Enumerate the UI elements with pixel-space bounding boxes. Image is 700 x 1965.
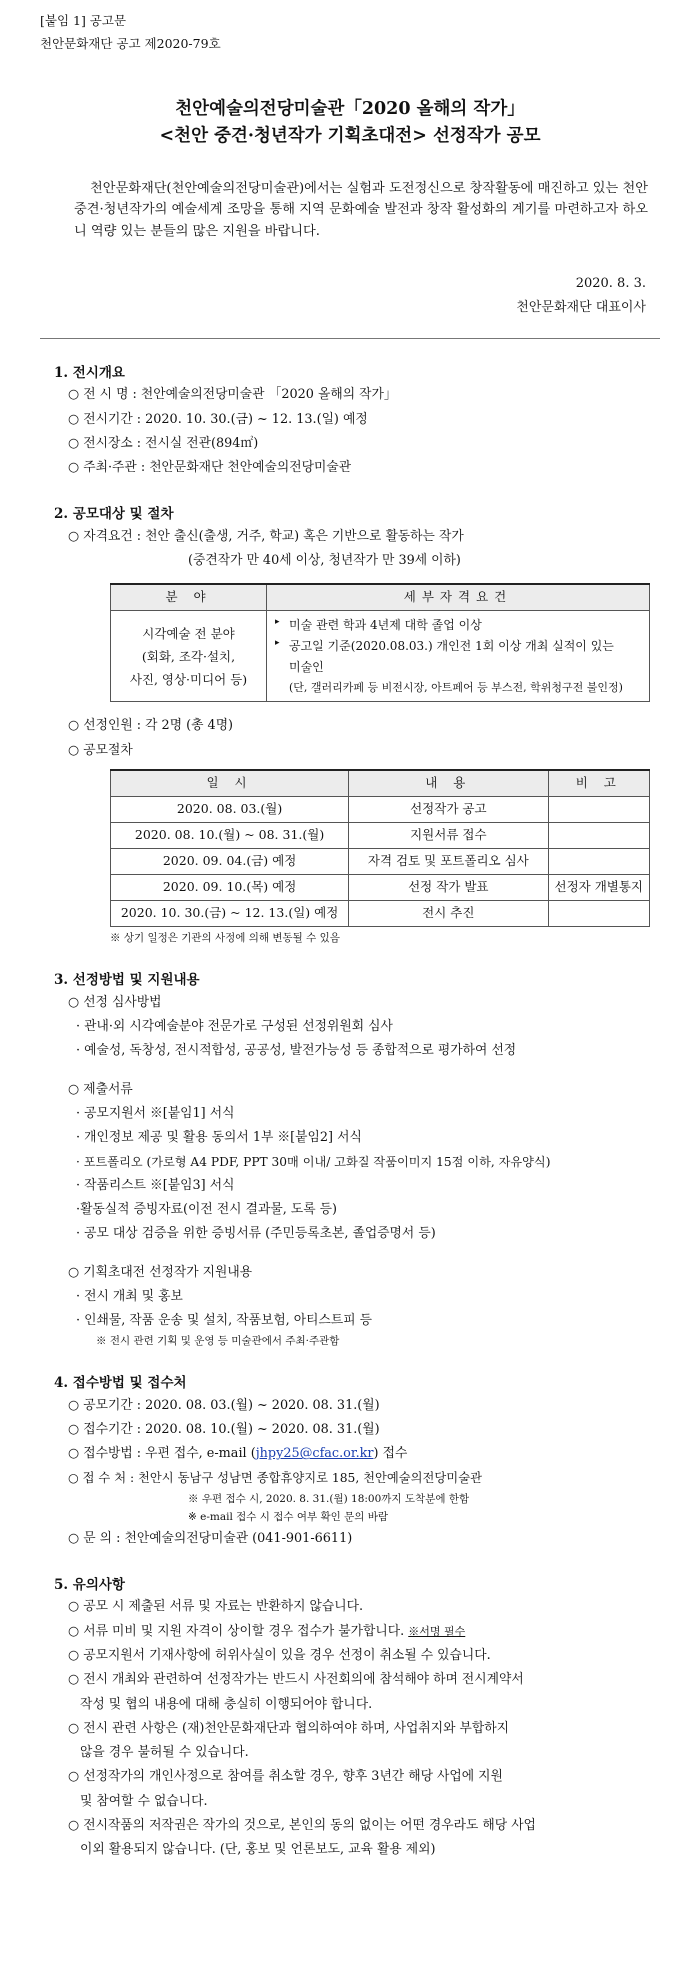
schedule-note: ※ 상기 일정은 기관의 사정에 의해 변동될 수 있음	[110, 931, 340, 944]
section-eligibility-procedure	[40, 504, 660, 946]
schedule-table	[110, 769, 650, 927]
note-item: ○ 전시 개최와 관련하여 선정작가는 반드시 사전회의에 참석해야 하며 전시계약서	[68, 1672, 524, 1688]
note-item: ○ 전시 관련 사항은 (재)천안문화재단과 협의하여야 하며, 사업취지와 부합하지	[68, 1720, 509, 1736]
overview-item: ○ 전시기간 : 2020. 10. 30.(금) ~ 12. 13.(일) 예정	[68, 411, 368, 427]
email-link[interactable]: jhpy25@cfac.or.kr	[255, 1446, 374, 1462]
section-heading: 2. 공모대상 및 절차	[54, 506, 174, 523]
section-application	[40, 1373, 660, 1551]
qualification-detail: (중견작가 만 40세 이상, 청년작가 만 39세 이하)	[188, 553, 461, 569]
note-item-continued: 이외 활용되지 않습니다. (단, 홍보 및 언론보도, 교육 활용 제외)	[80, 1842, 436, 1858]
schedule-table-wrap	[40, 769, 660, 927]
review-heading: ○ 선정 심사방법	[68, 994, 162, 1010]
document-item: · 공모지원서 ※[붙임1] 서식	[76, 1105, 235, 1121]
schedule-remark: 선정자 개별통지	[548, 874, 650, 900]
support-note: ※ 전시 관련 기획 및 운영 등 미술관에서 주최·주관함	[96, 1334, 340, 1347]
table-row	[111, 848, 650, 874]
field-detail: 사진, 영상·미디어 등)	[129, 671, 248, 687]
note-item-continued: 작성 및 협의 내용에 대해 충실히 이행되어야 합니다.	[80, 1696, 373, 1712]
contact: ○ 문 의 : 천안예술의전당미술관 (041-901-6611)	[68, 1530, 353, 1546]
requirement-exception: (단, 갤러리카페 등 비전시장, 아트페어 등 부스전, 학위청구전 불인정)	[289, 681, 623, 695]
document-item: · 개인정보 제공 및 활용 동의서 1부 ※[붙임2] 서식	[76, 1130, 362, 1146]
title-line-2: <천안 중견·청년작가 기획초대전> 선정작가 공모	[159, 125, 541, 146]
overview-item: ○ 주최·주관 : 천안문화재단 천안예술의전당미술관	[68, 460, 352, 476]
procedure-heading: ○ 공모절차	[68, 742, 133, 758]
table-row	[111, 796, 650, 822]
schedule-remark	[548, 900, 650, 926]
schedule-date: 2020. 10. 30.(금) ~ 12. 13.(일) 예정	[111, 900, 349, 926]
note-item: ○ 전시작품의 저작권은 작가의 것으로, 본인의 동의 없이는 어떤 경우라도 해당 사업	[68, 1818, 536, 1834]
selection-count: ○ 선정인원 : 각 2명 (총 4명)	[68, 718, 234, 734]
note-item: ○ 선정작가의 개인사정으로 참여를 취소할 경우, 향후 3년간 해당 사업에 지원	[68, 1769, 503, 1785]
mail-note: ※ 우편 접수 시, 2020. 8. 31.(월) 18:00까지 도착분에 한함	[188, 1492, 470, 1505]
table-row	[111, 900, 650, 926]
review-item: · 관내·외 시각예술분야 전문가로 구성된 선정위원회 심사	[76, 1019, 393, 1035]
document-item: ·활동실적 증빙자료(이전 전시 결과물, 도록 등)	[76, 1202, 337, 1218]
note-item-continued: 및 참여할 수 없습니다.	[80, 1793, 208, 1809]
table-row	[111, 822, 650, 848]
section-heading: 5. 유의사항	[54, 1577, 125, 1593]
email-note: ※ e-mail 접수 시 접수 여부 확인 문의 바람	[188, 1511, 389, 1524]
schedule-date: 2020. 08. 03.(월)	[111, 796, 349, 822]
schedule-date: 2020. 09. 10.(목) 예정	[111, 874, 349, 900]
schedule-date: 2020. 09. 04.(금) 예정	[111, 848, 349, 874]
review-item: · 예술성, 독창성, 전시적합성, 공공성, 발전가능성 등 종합적으로 평가하여 선정	[76, 1043, 517, 1059]
support-item: · 전시 개최 및 홍보	[76, 1289, 183, 1305]
requirement-item: ▸ 공고일 기준(2020.08.03.) 개인전 1회 이상 개최 실적이 있는	[275, 638, 614, 654]
section-exhibition-overview	[40, 363, 660, 481]
date-block	[40, 272, 660, 320]
column-header: 세부자격요건	[267, 584, 650, 610]
column-header: 분 야	[111, 584, 267, 610]
section-heading: 3. 선정방법 및 지원내용	[54, 972, 200, 989]
triangle-bullet-icon: ▸	[275, 638, 280, 649]
document-item: · 작품리스트 ※[붙임3] 서식	[76, 1177, 235, 1193]
section-heading: 4. 접수방법 및 접수처	[54, 1375, 187, 1392]
support-item: · 인쇄물, 작품 운송 및 설치, 작품보험, 아티스트피 등	[76, 1313, 373, 1329]
submission-address: ○ 접 수 처 : 천안시 동남구 성남면 종합휴양지로 185, 천안예술의전당미술관	[68, 1470, 482, 1485]
divider	[40, 338, 660, 339]
note-item-continued: 않을 경우 불허될 수 있습니다.	[80, 1745, 249, 1761]
document-item: · 포트폴리오 (가로형 A4 PDF, PPT 30매 이내/ 고화질 작품이미지 15점 이하, 자유양식)	[76, 1154, 551, 1169]
section-selection-support	[40, 970, 660, 1349]
table-header-row	[111, 584, 650, 610]
schedule-content: 전시 추진	[349, 900, 548, 926]
title-line-1: 천안예술의전당미술관「2020 올해의 작가」	[175, 98, 525, 119]
application-period: ○ 공모기간 : 2020. 08. 03.(월) ~ 2020. 08. 31.(월)	[68, 1397, 380, 1413]
schedule-content: 선정 작가 발표	[349, 874, 548, 900]
field-name: 시각예술 전 분야	[142, 625, 235, 641]
column-header: 일 시	[111, 770, 349, 796]
section-notes	[40, 1575, 660, 1863]
schedule-remark	[548, 848, 650, 874]
table-header-row	[111, 770, 650, 796]
requirement-item: ▸ 미술 관련 학과 4년제 대학 졸업 이상	[275, 617, 482, 633]
table-row	[111, 874, 650, 900]
notice-date: 2020. 8. 3.	[575, 275, 646, 291]
support-heading: ○ 기획초대전 선정작가 지원내용	[68, 1264, 253, 1280]
qualification-table-wrap	[40, 583, 660, 702]
field-detail: (회화, 조각·설치,	[141, 648, 236, 664]
note-item: ○ 공모지원서 기재사항에 허위사실이 있을 경우 선정이 취소될 수 있습니다.	[68, 1647, 491, 1663]
schedule-content: 지원서류 접수	[349, 822, 548, 848]
submission-method: ○ 접수방법 : 우편 접수, e-mail (jhpy25@cfac.or.kr) 접수	[68, 1446, 408, 1462]
schedule-content: 선정작가 공고	[349, 796, 548, 822]
qualification: ○ 자격요건 : 천안 출신(출생, 거주, 학교) 혹은 기반으로 활동하는 작가	[68, 528, 464, 544]
requirement-continuation: 미술인	[289, 660, 324, 675]
documents-heading: ○ 제출서류	[68, 1081, 133, 1097]
section-heading: 1. 전시개요	[54, 364, 125, 381]
schedule-remark	[548, 796, 650, 822]
signature-required-mark: ※서명 필수	[408, 1624, 466, 1638]
note-item: ○ 공모 시 제출된 서류 및 자료는 반환하지 않습니다.	[68, 1599, 364, 1615]
schedule-date: 2020. 08. 10.(월) ~ 08. 31.(월)	[111, 822, 349, 848]
document-item: · 공모 대상 검증을 위한 증빙서류 (주민등록초본, 졸업증명서 등)	[76, 1226, 436, 1242]
overview-item: ○ 전 시 명 : 천안예술의전당미술관 「2020 올해의 작가」	[68, 387, 397, 403]
notice-number: 천안문화재단 공고 제2020-79호	[40, 35, 221, 51]
schedule-content: 자격 검토 및 포트폴리오 심사	[349, 848, 548, 874]
schedule-remark	[548, 822, 650, 848]
overview-item: ○ 전시장소 : 전시실 전관(894㎡)	[68, 435, 259, 451]
document-title	[40, 96, 660, 150]
submission-period: ○ 접수기간 : 2020. 08. 10.(월) ~ 2020. 08. 31.(월)	[68, 1421, 380, 1437]
table-row	[111, 611, 650, 702]
signer: 천안문화재단 대표이사	[516, 299, 646, 315]
intro-paragraph: 천안문화재단(천안예술의전당미술관)에서는 실험과 도전정신으로 창작활동에 매진하고 있는 천안 중견·청년작가의 예술세계 조망을 통해 지역 문화예술 발전과 창작 활성화의 계기를 마련하고자 하오니 역량 있는 분들의 많은 지원을 바랍니다.	[74, 180, 648, 239]
triangle-bullet-icon: ▸	[275, 617, 280, 628]
requirements-cell	[267, 611, 650, 702]
attachment-label: [붙임 1] 공고문	[40, 13, 127, 28]
note-item: ○ 서류 미비 및 지원 자격이 상이할 경우 접수가 불가합니다. ※서명 필수	[68, 1623, 466, 1639]
column-header: 내 용	[349, 770, 548, 796]
column-header: 비 고	[548, 770, 650, 796]
field-cell	[111, 611, 267, 702]
qualification-table	[110, 583, 650, 702]
